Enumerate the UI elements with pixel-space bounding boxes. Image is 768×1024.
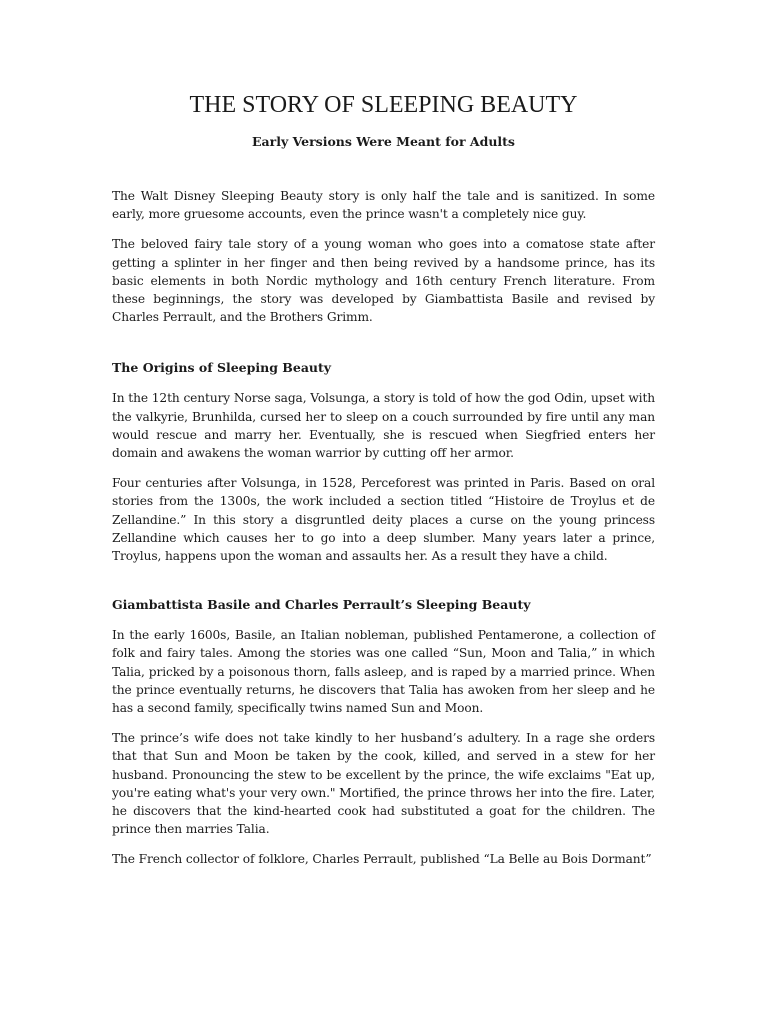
section-paragraph: The French collector of folklore, Charles Perrault, published “La Belle au Bois Dormant”	[112, 852, 652, 867]
section-heading: The Origins of Sleeping Beauty	[112, 360, 332, 376]
intro-paragraph: The beloved fairy tale story of a young woman who goes into a comatose state after getting a splinter in her finger and then being revived by a handsome prince, has its basic elements in both Nordic mythology and 16th century French literature. From these beginnings, the story was developed by Giambattista Basile and revised by Charles Perrault, and the Brothers Grimm.	[112, 237, 655, 325]
section-heading: Giambattista Basile and Charles Perrault’s Sleeping Beauty	[112, 597, 531, 613]
section-paragraph: Four centuries after Volsunga, in 1528, Perceforest was printed in Paris. Based on oral stories from the 1300s, the work included a section titled “Histoire de Troylus et de Zellandine.” In this story a disgruntled deity places a curse on the young princess Zellandine which causes her to go into a deep slumber. Many years later a prince, Troylus, happens upon the woman and assaults her. As a result they have a child.	[112, 476, 655, 564]
section-paragraph: The prince’s wife does not take kindly to her husband’s adultery. In a rage she orders that that Sun and Moon be taken by the cook, killed, and served in a stew for her husband. Pronouncing the stew to be excellent by the prince, the wife exclaims "Eat up, you're eating what's your very own." Mortified, the prince throws her into the fire. Later, he discovers that the kind-hearted cook had substituted a goat for the children. The prince then marries Talia.	[112, 731, 655, 837]
page-title: THE STORY OF SLEEPING BEAUTY	[189, 92, 578, 118]
section-paragraph: In the 12th century Norse saga, Volsunga, a story is told of how the god Odin, upset with the valkyrie, Brunhilda, cursed her to sleep on a couch surrounded by fire until any man would rescue and marry her. Eventually, she is rescued when Siegfried enters her domain and awakens the woman warrior by cutting off her armor.	[112, 391, 655, 461]
document-page	[112, 0, 655, 869]
section-paragraph: In the early 1600s, Basile, an Italian nobleman, published Pentamerone, a collection of folk and fairy tales. Among the stories was one called “Sun, Moon and Talia,” in which Talia, pricked by a poisonous thorn, falls asleep, and is raped by a married prince. When the prince eventually returns, he discovers that Talia has awoken from her sleep and he has a second family, specifically twins named Sun and Moon.	[112, 628, 655, 716]
page-subtitle: Early Versions Were Meant for Adults	[252, 134, 515, 149]
intro-paragraph: The Walt Disney Sleeping Beauty story is only half the tale and is sanitized. In some early, more gruesome accounts, even the prince wasn't a completely nice guy.	[112, 189, 655, 222]
